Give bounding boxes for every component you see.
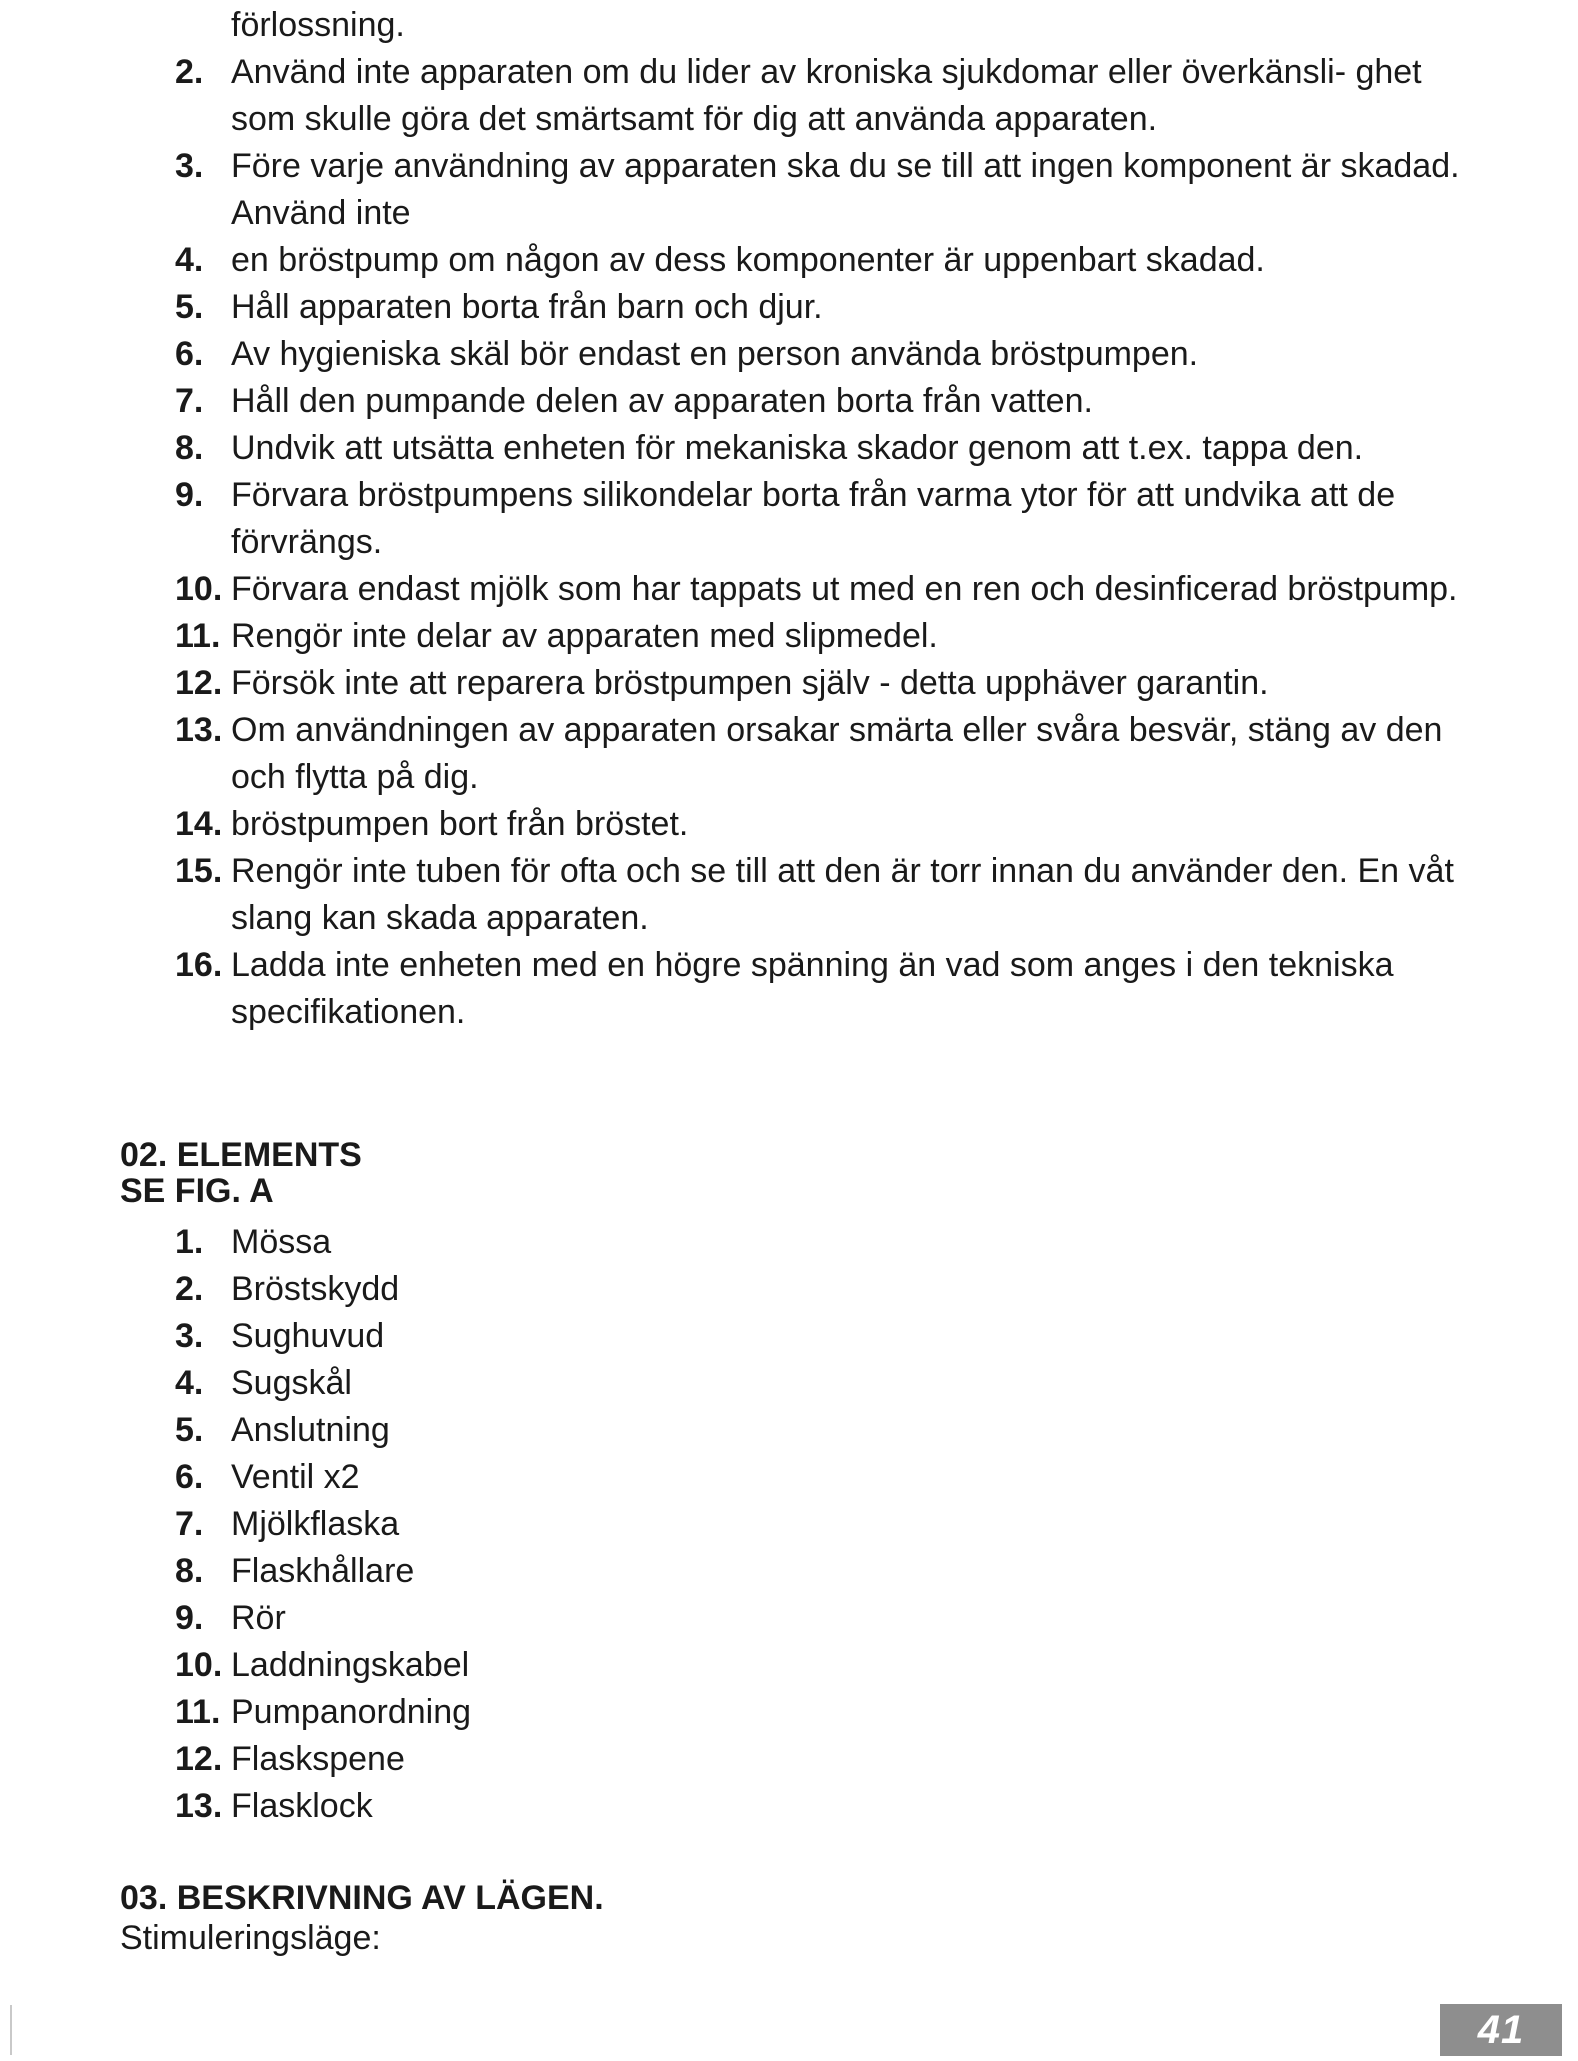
- item-text: Använd inte apparaten om du lider av kroniska sjukdomar eller överkänsli- ghet som skulle göra det smärtsamt för dig att använda apparaten.: [231, 53, 1422, 138]
- item-text: Ventil x2: [231, 1458, 360, 1496]
- item-number: 8.: [175, 1552, 204, 1590]
- item-number: 12.: [175, 664, 223, 702]
- item-number: 7.: [175, 382, 204, 420]
- page-number-badge: 41: [1440, 2004, 1562, 2056]
- item-text: Bröstskydd: [231, 1270, 400, 1308]
- list-item: [175, 1548, 1475, 1595]
- item-number: 7.: [175, 1505, 204, 1543]
- list-item: [175, 613, 1475, 660]
- item-text: Undvik att utsätta enheten för mekaniska skador genom att t.ex. tappa den.: [231, 429, 1364, 467]
- list-item: [175, 237, 1475, 284]
- list-item: [175, 1360, 1475, 1407]
- item-text: Förvara bröstpumpens silikondelar borta från varma ytor för att undvika att de förvrängs.: [231, 476, 1396, 561]
- list-item: [175, 1689, 1475, 1736]
- item-text: Anslutning: [231, 1411, 390, 1449]
- item-number: 3.: [175, 1317, 204, 1355]
- item-text: Sughuvud: [231, 1317, 385, 1355]
- list-item: [175, 1266, 1475, 1313]
- item-number: 13.: [175, 1787, 223, 1825]
- list-item: [175, 425, 1475, 472]
- item-text: Rengör inte delar av apparaten med slipmedel.: [231, 617, 938, 655]
- item-number: 2.: [175, 53, 204, 91]
- list-item: [175, 1313, 1475, 1360]
- item-number: 5.: [175, 288, 204, 326]
- item-text: Ladda inte enheten med en högre spänning än vad som anges i den tekniska specifikationen.: [231, 946, 1394, 1031]
- item-number: 8.: [175, 429, 204, 467]
- list-item: [175, 1783, 1475, 1830]
- safety-continuation-text: förlossning.: [231, 6, 405, 44]
- list-item: [175, 1501, 1475, 1548]
- list-item: [175, 566, 1475, 613]
- item-text: en bröstpump om någon av dess komponenter är uppenbart skadad.: [231, 241, 1265, 279]
- elements-list: [175, 1219, 1475, 1830]
- item-number: 9.: [175, 1599, 204, 1637]
- list-item: [175, 284, 1475, 331]
- item-text: Sugskål: [231, 1364, 352, 1402]
- item-text: Laddningskabel: [231, 1646, 470, 1684]
- item-text: Håll apparaten borta från barn och djur.: [231, 288, 823, 326]
- item-text: Av hygieniska skäl bör endast en person använda bröstpumpen.: [231, 335, 1199, 373]
- item-text: Om användningen av apparaten orsakar smärta eller svåra besvär, stäng av den och flytta på dig.: [231, 711, 1443, 796]
- section-heading-modes: 03. BESKRIVNING AV LÄGEN.: [120, 1879, 604, 1917]
- item-number: 9.: [175, 476, 204, 514]
- item-text: Flasklock: [231, 1787, 373, 1825]
- item-text: Mössa: [231, 1223, 332, 1261]
- item-text: Flaskhållare: [231, 1552, 415, 1590]
- item-text: Rör: [231, 1599, 286, 1637]
- list-item: [175, 378, 1475, 425]
- list-item: [175, 1595, 1475, 1642]
- item-number: 3.: [175, 147, 204, 185]
- list-item: [175, 848, 1475, 942]
- item-number: 10.: [175, 570, 223, 608]
- list-item: [175, 143, 1475, 237]
- item-number: 12.: [175, 1740, 223, 1778]
- item-text: bröstpumpen bort från bröstet.: [231, 805, 689, 843]
- item-text: Rengör inte tuben för ofta och se till att den är torr innan du använder den. En våt slang kan skada apparaten.: [231, 852, 1454, 937]
- list-item: [175, 801, 1475, 848]
- item-text: Pumpanordning: [231, 1693, 472, 1731]
- list-item: [175, 1407, 1475, 1454]
- list-item: [175, 707, 1475, 801]
- item-number: 4.: [175, 241, 204, 279]
- item-number: 5.: [175, 1411, 204, 1449]
- list-item: [175, 1454, 1475, 1501]
- item-number: 6.: [175, 335, 204, 373]
- item-number: 14.: [175, 805, 223, 843]
- item-number: 10.: [175, 1646, 223, 1684]
- item-number: 11.: [175, 1693, 221, 1731]
- list-item: [175, 472, 1475, 566]
- section-heading-elements: 02. ELEMENTS: [120, 1136, 362, 1174]
- item-text: Flaskspene: [231, 1740, 405, 1778]
- item-number: 2.: [175, 1270, 204, 1308]
- item-number: 13.: [175, 711, 223, 749]
- item-number: 16.: [175, 946, 223, 984]
- mode-label: Stimuleringsläge:: [120, 1919, 381, 1957]
- item-number: 1.: [175, 1223, 204, 1261]
- list-item: [175, 331, 1475, 378]
- list-item: [175, 1642, 1475, 1689]
- section-subheading-fig: SE FIG. A: [120, 1172, 274, 1210]
- item-number: 15.: [175, 852, 223, 890]
- item-text: Mjölkflaska: [231, 1505, 400, 1543]
- page-edge-rule: [10, 2005, 12, 2055]
- list-item: [175, 660, 1475, 707]
- item-text: Försök inte att reparera bröstpumpen själv - detta upphäver garantin.: [231, 664, 1269, 702]
- item-text: Före varje användning av apparaten ska du se till att ingen komponent är skadad. Använd inte: [231, 147, 1460, 232]
- list-item: [175, 49, 1475, 143]
- item-number: 4.: [175, 1364, 204, 1402]
- item-number: 6.: [175, 1458, 204, 1496]
- list-item: [175, 942, 1475, 1036]
- safety-instructions-list: [175, 49, 1475, 1036]
- list-item: [175, 1219, 1475, 1266]
- list-item: [175, 1736, 1475, 1783]
- item-text: Förvara endast mjölk som har tappats ut med en ren och desinficerad bröstpump.: [231, 570, 1458, 608]
- item-number: 11.: [175, 617, 221, 655]
- item-text: Håll den pumpande delen av apparaten borta från vatten.: [231, 382, 1093, 420]
